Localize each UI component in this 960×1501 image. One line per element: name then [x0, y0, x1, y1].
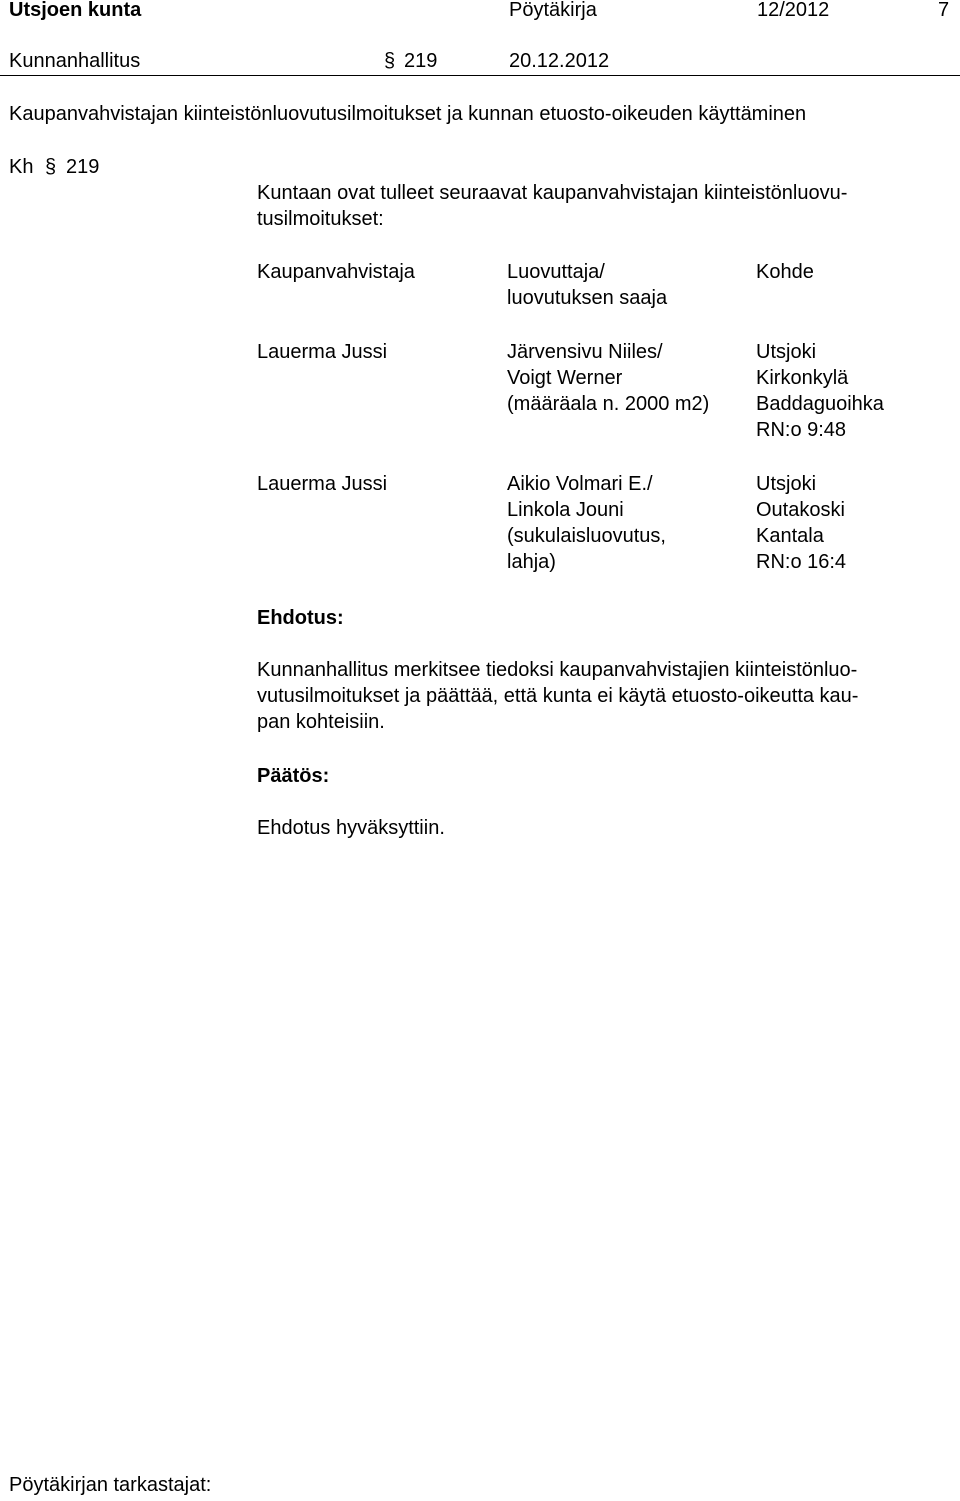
- row1-luovuttaja: [507, 339, 709, 417]
- intro-line: tusilmoitukset:: [257, 208, 384, 230]
- proposal-line: Kunnanhallitus merkitsee tiedoksi kaupanvahvistajien kiinteistönluo-: [257, 659, 858, 681]
- row2-luovuttaja: [507, 471, 666, 575]
- row1-kohde-line: Kirkonkylä: [756, 367, 849, 389]
- item-symbol: §: [45, 156, 57, 178]
- row1-vahvistaja: Lauerma Jussi: [257, 341, 388, 363]
- doc-number: 12/2012: [757, 0, 830, 21]
- proposal-line: pan kohteisiin.: [257, 711, 385, 733]
- doc-type: Pöytäkirja: [509, 0, 597, 21]
- proposal-heading: Ehdotus:: [257, 607, 344, 629]
- row1-luovuttaja-line: Voigt Werner: [507, 367, 623, 389]
- row2-kohde-line: Outakoski: [756, 499, 845, 521]
- section-symbol: §: [384, 50, 396, 72]
- decision-text: Ehdotus hyväksyttiin.: [257, 817, 445, 839]
- row2-kohde-line: Kantala: [756, 525, 824, 547]
- row2-luovuttaja-line: (sukulaisluovutus,: [507, 525, 666, 547]
- reviewers-label: Pöytäkirjan tarkastajat:: [9, 1474, 212, 1496]
- row1-kohde-line: Utsjoki: [756, 341, 817, 363]
- org-name: Utsjoen kunta: [9, 0, 142, 21]
- row2-kohde-line: RN:o 16:4: [756, 551, 847, 573]
- row1-kohde-line: RN:o 9:48: [756, 419, 847, 441]
- header-luovuttaja-line: luovutuksen saaja: [507, 287, 668, 309]
- row2-luovuttaja-line: Linkola Jouni: [507, 499, 624, 521]
- header-vahvistaja: Kaupanvahvistaja: [257, 261, 415, 283]
- row2-luovuttaja-line: Aikio Volmari E./: [507, 473, 653, 495]
- topic-title: Kaupanvahvistajan kiinteistönluovutusilmoitukset ja kunnan etuosto-oikeuden käyttäminen: [9, 103, 807, 125]
- meeting-date: 20.12.2012: [509, 50, 610, 72]
- row2-kohde-line: Utsjoki: [756, 473, 817, 495]
- row1-kohde: [756, 339, 884, 443]
- intro-line: Kuntaan ovat tulleet seuraavat kaupanvahvistajan kiinteistönluovu-: [257, 182, 848, 204]
- intro-paragraph: [257, 180, 957, 232]
- item-number: 219: [66, 156, 100, 178]
- governing-body: Kunnanhallitus: [9, 50, 141, 72]
- item-prefix: Kh: [9, 156, 34, 178]
- proposal-line: vutusilmoitukset ja päättää, että kunta ei käytä etuosto-oikeutta kau-: [257, 685, 859, 707]
- page-number: 7: [938, 0, 950, 21]
- decision-heading: Päätös:: [257, 765, 330, 787]
- section-number: 219: [404, 50, 438, 72]
- row2-vahvistaja: Lauerma Jussi: [257, 473, 388, 495]
- header-luovuttaja-line: Luovuttaja/: [507, 261, 605, 283]
- row2-kohde: [756, 471, 846, 575]
- row1-kohde-line: Baddaguoihka: [756, 393, 884, 415]
- header-luovuttaja: [507, 259, 667, 311]
- row1-luovuttaja-line: (määräala n. 2000 m2): [507, 393, 710, 415]
- row2-luovuttaja-line: lahja): [507, 551, 556, 573]
- header-kohde: Kohde: [756, 261, 814, 283]
- row1-luovuttaja-line: Järvensivu Niiles/: [507, 341, 663, 363]
- header-divider: [0, 75, 960, 76]
- proposal-paragraph: [257, 657, 957, 735]
